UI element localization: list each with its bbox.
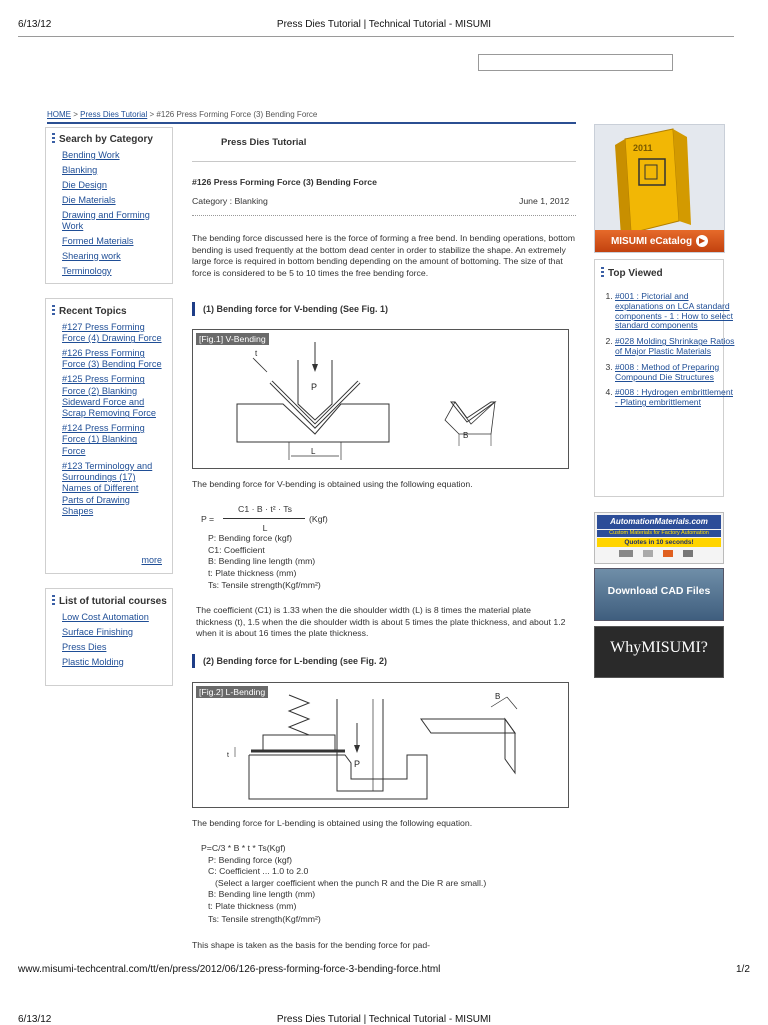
category-item[interactable]: Drawing and Forming Work — [62, 209, 150, 231]
tutorial-courses-title: List of tutorial courses — [52, 595, 167, 607]
definition: Ts: Tensile strength(Kgf/mm²) — [208, 913, 321, 924]
svg-text:B: B — [495, 692, 501, 701]
why-misumi-ad[interactable] — [594, 626, 724, 678]
tutorial-courses-box — [45, 588, 173, 686]
breadcrumb-home[interactable]: HOME — [47, 110, 71, 119]
breadcrumb-rule — [47, 122, 576, 124]
why-misumi-label: WhyMISUMI? — [610, 639, 708, 656]
header-rule — [18, 36, 734, 37]
footer-page: 1/2 — [736, 964, 750, 975]
top-viewed-link[interactable]: #001 : Pictorial and explanations on LCA standard components - 1 : How to select standard components — [615, 291, 733, 331]
dots-icon — [52, 595, 55, 607]
l-bending-diagram — [193, 683, 568, 807]
section1-heading: (1) Bending force for V-bending (See Fig. 1) — [192, 302, 388, 316]
part-icon — [643, 550, 653, 557]
figure1 — [192, 329, 569, 469]
eq1-fraction-bar — [223, 518, 305, 519]
course-item[interactable]: Surface Finishing — [62, 626, 133, 637]
automation-materials-ad[interactable] — [594, 512, 724, 564]
figure2 — [192, 682, 569, 808]
v-bending-diagram — [193, 330, 568, 468]
definition: C: Coefficient ... 1.0 to 2.0 — [208, 866, 309, 877]
eq1-definitions — [208, 533, 321, 592]
category-item[interactable]: Die Materials — [62, 194, 116, 205]
search-category-box — [45, 127, 173, 284]
recent-topic-item[interactable]: #124 Press Forming Force (1) Blanking Force — [62, 423, 145, 456]
print-date: 6/13/12 — [18, 19, 52, 30]
definition: P: Bending force (kgf) — [208, 533, 293, 543]
section-bar — [192, 654, 195, 668]
dots-icon — [601, 267, 604, 279]
parts-icons — [619, 550, 709, 559]
play-icon: ▶ — [696, 235, 708, 247]
eq1-denominator: L — [262, 523, 268, 533]
figure1-label: [Fig.1] V-Bending — [196, 333, 269, 345]
recent-topic-item[interactable]: #123 Terminology and Surroundings (17) Names of Different Parts of Drawing Shapes — [62, 460, 153, 516]
figure2-label: [Fig.2] L-Bending — [196, 686, 268, 698]
recent-topics-title: Recent Topics — [52, 305, 127, 317]
article-date: June 1, 2012 — [519, 196, 570, 206]
recent-topic-item[interactable]: #126 Press Forming Force (3) Bending Force — [62, 348, 162, 370]
category-item[interactable]: Bending Work — [62, 150, 120, 160]
breadcrumb-sep: > — [73, 110, 78, 119]
catalog-year: 2011 — [633, 143, 653, 153]
dotted-divider — [192, 215, 576, 216]
part-icon — [619, 550, 633, 557]
section-bar — [192, 302, 195, 316]
ecatalog-banner — [595, 230, 724, 252]
eq1-unit: (Kgf) — [309, 514, 328, 524]
automation-subtitle: Custom Materials for Factory Automation — [597, 530, 721, 537]
top-viewed-item — [615, 292, 737, 331]
ecatalog-label: MISUMI eCatalog — [610, 235, 693, 247]
category-list — [62, 150, 162, 280]
lbend-lead: The bending force for L-bending is obtained using the following equation. — [192, 818, 473, 828]
svg-text:t: t — [255, 349, 258, 358]
download-cad-label: Download CAD Files — [607, 585, 711, 597]
intro-paragraph: The bending force discussed here is the force of forming a free bend. In bending operations, bottom bending is used frequently at the bottom dead center in order to stabilize the shape. An extremely large force is required in bottom bending depending on the amount of bottoming. The size of that force is considered to be 5 to 10 times the free bending force. — [192, 233, 575, 278]
recent-topic-item[interactable]: #127 Press Forming Force (4) Drawing Force — [62, 322, 162, 344]
more-link[interactable]: more — [141, 555, 162, 565]
breadcrumb-sep: > — [149, 110, 155, 119]
category-item[interactable]: Terminology — [62, 265, 112, 276]
section2-heading: (2) Bending force for L-bending (see Fig. 2) — [192, 654, 387, 668]
course-item[interactable]: Press Dies — [62, 641, 107, 652]
top-viewed-link[interactable]: #008 : Hydrogen embrittlement - Plating embrittlement — [615, 387, 733, 408]
category-item[interactable]: Die Design — [62, 179, 107, 190]
top-viewed-box — [594, 259, 735, 497]
part-icon — [663, 550, 673, 557]
svg-text:P: P — [311, 382, 318, 392]
breadcrumb — [47, 110, 317, 119]
category-item[interactable]: Shearing work — [62, 250, 121, 261]
svg-text:t: t — [227, 752, 229, 759]
top-viewed-list — [595, 292, 737, 414]
search-input[interactable] — [478, 54, 673, 71]
section-title: Press Dies Tutorial — [221, 137, 307, 148]
recent-topics-list — [62, 322, 162, 521]
category-item[interactable]: Blanking — [62, 164, 98, 175]
definition: t: Plate thickness (mm) — [208, 567, 297, 578]
course-item[interactable]: Low Cost Automation — [62, 612, 149, 622]
tail-paragraph: This shape is taken as the basis for the bending force for pad- — [192, 940, 431, 950]
definition: Ts: Tensile strength(Kgf/mm²) — [208, 580, 321, 591]
eq1-lhs: P = — [201, 514, 215, 524]
eq2-formula: P=C/3 * B * t * Ts(Kgf) — [201, 843, 286, 853]
top-viewed-item — [615, 337, 737, 357]
footer-url: www.misumi-techcentral.com/tt/en/press/2012/06/126-press-forming-force-3-bending-force.html — [18, 964, 441, 975]
print-title: Press Dies Tutorial | Technical Tutorial - MISUMI — [276, 19, 492, 30]
divider — [192, 161, 576, 162]
definition-note: (Select a larger coefficient when the punch R and the Die R are small.) — [215, 877, 487, 888]
definition: C1: Coefficient — [208, 544, 265, 555]
tutorial-courses-list — [62, 612, 162, 672]
dots-icon — [52, 305, 55, 317]
definition: B: Bending line length (mm) — [208, 556, 316, 567]
ecatalog-ad[interactable] — [594, 124, 725, 253]
article-title: #126 Press Forming Force (3) Bending Force — [192, 177, 377, 187]
definition: P: Bending force (kgf) — [208, 854, 293, 865]
top-viewed-item — [615, 388, 737, 408]
definition: t: Plate thickness (mm) — [208, 900, 297, 911]
course-item[interactable]: Plastic Molding — [62, 656, 124, 667]
next-page-title: Press Dies Tutorial | Technical Tutorial - MISUMI — [276, 1014, 492, 1025]
definition: B: Bending line length (mm) — [208, 889, 316, 900]
article-category: Category : Blanking — [192, 196, 268, 206]
automation-quote: Quotes in 10 seconds! — [597, 538, 721, 547]
svg-text:L: L — [311, 447, 316, 456]
category-item[interactable]: Formed Materials — [62, 235, 134, 246]
top-viewed-title: Top Viewed — [601, 267, 663, 279]
vbend-lead: The bending force for V-bending is obtained using the following equation. — [192, 479, 473, 489]
top-viewed-link[interactable]: #028 Molding Shrinkage Ratios of Major Plastic Materials — [615, 336, 735, 356]
eq1-numerator: C1 · B · t² · Ts — [238, 504, 292, 514]
top-viewed-link[interactable]: #008 : Method of Preparing Compound Die Structures — [615, 361, 720, 382]
recent-topics-box — [45, 298, 173, 574]
svg-text:P: P — [354, 759, 361, 769]
svg-text:B: B — [463, 431, 469, 440]
recent-topic-item[interactable]: #125 Press Forming Force (2) Blanking Sideward Force and Scrap Removing Force — [62, 374, 156, 419]
eq2-block — [201, 843, 486, 925]
next-page-date: 6/13/12 — [18, 1014, 52, 1025]
top-viewed-item — [615, 363, 737, 383]
download-cad-ad[interactable] — [594, 568, 724, 621]
breadcrumb-tutorial[interactable]: Press Dies Tutorial — [80, 110, 148, 119]
dots-icon — [52, 133, 55, 145]
automation-title: AutomationMaterials.com — [597, 515, 721, 529]
coefficient-note: The coefficient (C1) is 1.33 when the die shoulder width (L) is 8 times the material plate thickness (t), 1.5 when the die shoulder width is about 5 times the plate thickness, and about 1.2 when it is about 16 times the plate thickness. — [196, 605, 566, 638]
part-icon — [683, 550, 693, 557]
breadcrumb-current: #126 Press Forming Force (3) Bending Force — [156, 110, 318, 119]
search-category-title: Search by Category — [52, 133, 153, 145]
